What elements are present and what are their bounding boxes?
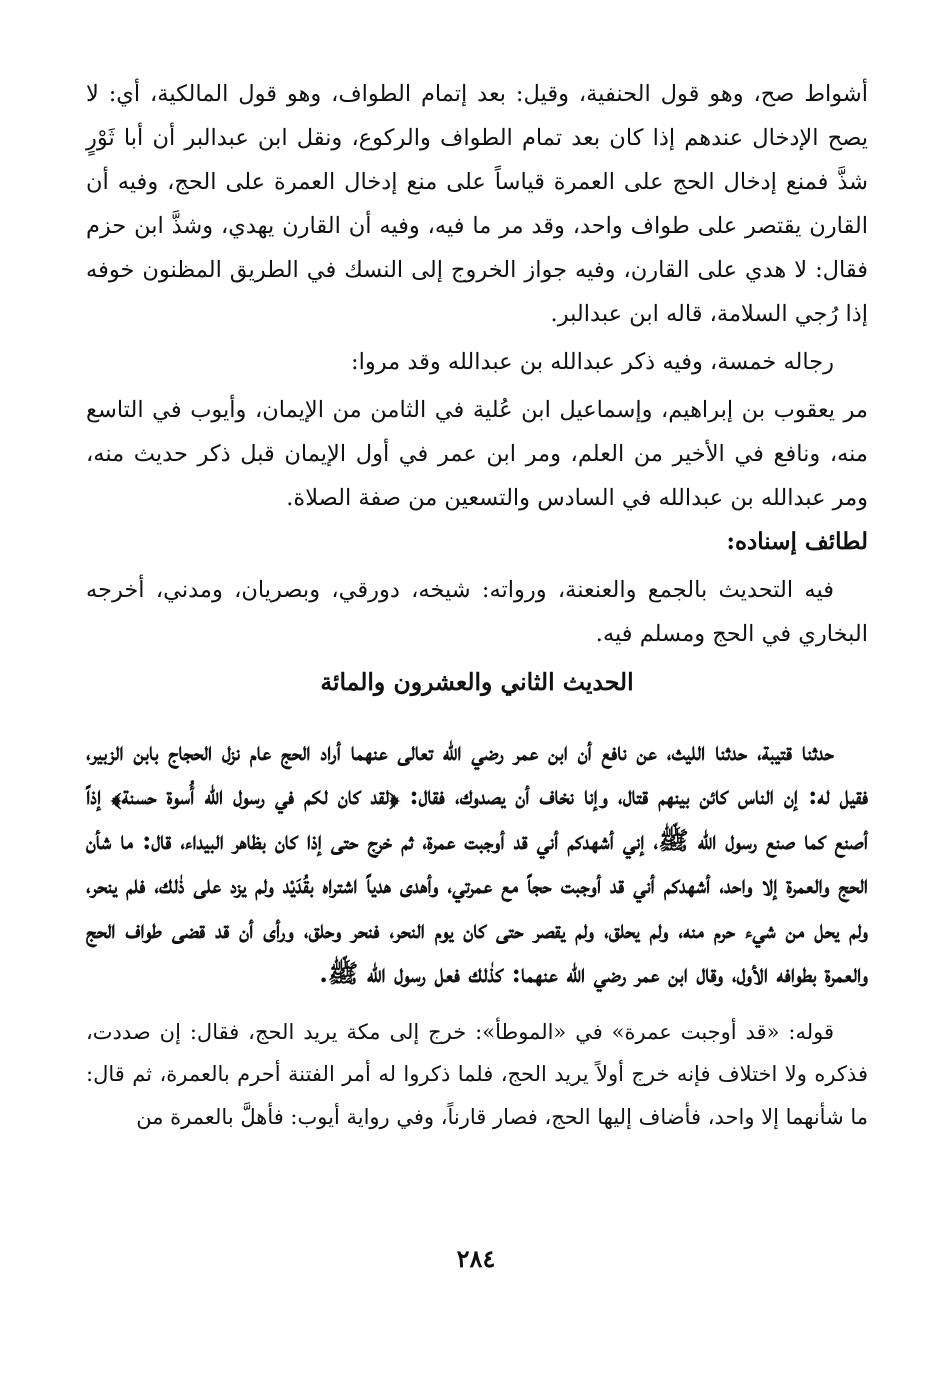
commentary-paragraph: قوله: «قد أوجبت عمرة» في «الموطأ»: خرج إلى مكة يريد الحج، فقال: إن صددت، فذكره ولا اختلاف فإنه خرج أولاً يريد الحج، فلما ذكروا له أمر الفتنة أحرم بالعمرة، ثم قال: ما شأنهما إلا واحد، فأضاف إليها الحج، فصار قارناً، وفي رواية أيوب: فأهلَّ بالعمرة من [86, 1019, 868, 1129]
page-number: ٢٨٤ [456, 1244, 496, 1273]
hadith-text: حدثنا قتيبة، حدثنا الليث، عن نافع أن ابن عمر رضي الله تعالى عنهما أراد الحج عام نزل الحجاج بابن الزبير، فقيل له: إن الناس كائن بينهم قتال، وإنا نخاف أن يصدوك، فقال: ﴿لقد كان لكم في رسول الله أُسوة حسنة﴾ إذاً أصنع كما صنع رسول الله ﷺ، إني أشهدكم أني قد أوجبت عمرة، ثم خرج حتى إذا كان بظاهر البيداء، قال: ما شأن الحج والعمرة إلا واحد، أشهدكم أني قد أوجبت حجاً مع عمرتي، وأهدى هدياً اشتراه بقُدَيْد ولم يزد على ذٰلك، فلم ينحر، ولم يحل من شيء حرم منه، ولم يحلق، ولم يقصر حتى كان يوم النحر، فنحر وحلق، ورأى أن قد قضى طواف الحج والعمرة بطوافه الأول، وقال ابن عمر رضي الله عنهما: كذٰلك فعل رسول الله ﷺ. [86, 736, 868, 988]
lataif-paragraph: فيه التحديث بالجمع والعنعنة، ورواته: شيخه، دورقي، وبصريان، ومدني، أخرجه البخاري في الحج ومسلم فيه. [86, 577, 868, 647]
body-paragraph-1: أشواط صح، وهو قول الحنفية، وقيل: بعد إتمام الطواف، وهو قول المالكية، أي: لا يصح الإدخال عندهم إذا كان بعد تمام الطواف والركوع، ونقل ابن عبدالبر أن أبا ثَوْرٍ شذَّ فمنع إدخال الحج على العمرة قياساً على منع إدخال العمرة على الحج، وفيه أن القارن يقتصر على طواف واحد، وقد مر ما فيه، وفيه أن القارن يهدي، وشذَّ ابن حزم فقال: لا هدي على القارن، وفيه جواز الخروج إلى النسك في الطريق المظنون خوفه إذا رُجي السلامة، قاله ابن عبدالبر. [86, 81, 868, 327]
lataif-heading: لطائف إسناده: [726, 528, 868, 555]
page-body [86, 72, 868, 1138]
section-title: الحديث الثاني والعشرون والمائة [320, 668, 634, 696]
narrators-intro: رجاله خمسة، وفيه ذكر عبدالله بن عبدالله وقد مروا: [351, 349, 834, 375]
narrators-paragraph: مر يعقوب بن إبراهيم، وإسماعيل ابن عُلية في الثامن من الإيمان، وأيوب في التاسع منه، ونافع في الأخير من العلم، ومر ابن عمر في أول الإيمان قبل ذكر حديث منه، ومر عبدالله بن عبدالله في السادس والتسعين من صفة الصلاة. [86, 397, 868, 511]
